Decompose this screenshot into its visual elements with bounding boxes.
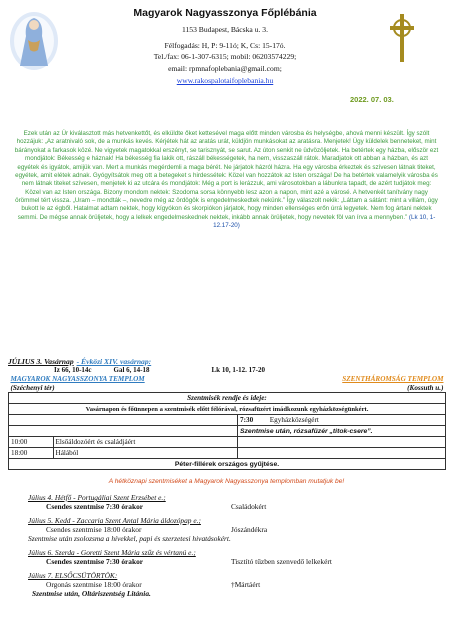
- day-heading: Július 7. ELSŐCSÜTÖRTÖK:: [28, 571, 118, 580]
- sunday-date: JÚLIUS 3. Vasárnap: [8, 357, 74, 366]
- gospel-text: Ezek után az Úr kiválasztott más hetvenkettőt, és elküldte őket kettesével maga előtt minden városba és helységbe, ahová menni készült. Így szólt hozzájuk: „Az aratnivaló sok, de a munkás kevés. Kérjétek hát az aratás urát, küldjön munkásokat az aratásra. Menjetek! Úgy küldelek benneteket, mint bárányokat a farkasok közé. Ne vigyetek magatokkal erszényt, se tarisznyát, se sarut. Az úton senkit ne üdvözöljetek. Ha betértek egy házba, először ezt mondjátok: Békesség e háznak! Ha békesség fia lakik ott, rászáll békességetek, ha nem, visszaszáll rátok. Maradjatok ott abban a házban, és azt egyétek és igyátok, amijük van. Mert a munkás megérdemli a maga bérét. Ne járjatok házról házra. Ha egy városba érkeztek és szívesen látnak titeket, egyétek, amit elétek adnak. Gyógyítsátok meg ott a betegeket s hirdessétek: Közel van hozzátok az Isten országa! De ha betértek valamelyik városba és nem látnak titeket szívesen, menjetek ki az utcára és mondjátok: Még a port is lerázzuk, ami városotokban a lábunkra tapadt, de azért tudjátok meg: Közel van az Isten országa. Bizony mondom nektek: Szodoma sorsa könnyebb lesz azon a napon, mint azé a városé. A hetvenkét tanítvány nagy örömmel tért vissza. „Uram – mondták –, nevedre még az ördögök is engedelmeskedtek nekünk.” Így válaszolt nekik: „Láttam a sátánt: mint a villám, úgy bukott le az égből. Hatalmat adtam nektek, hogy kígyókon és skorpiókon járjatok, hogy minden ellenséges erőn úrrá legyetek. Nem fog ártani nektek semmi. De mégse annak örüljetek, hogy a lelkek engedelmeskednek nektek, inkább annak örüljetek, hogy nevetek föl van írva a mennyben.”: [14, 130, 439, 221]
- mass-intent-1: Egyházközségért: [269, 416, 319, 424]
- sunday-season: - Évközi XIV. vasárnap:: [76, 357, 152, 366]
- day-item: [28, 516, 438, 543]
- parish-title: Magyarok Nagyasszonya Főplébánia: [133, 7, 317, 19]
- day-item: [28, 571, 438, 598]
- square-1: (Széchenyi tér): [10, 383, 55, 392]
- day-mass: Csendes szentmise 18:00 órakor: [46, 525, 142, 534]
- day-note: Szentmise után zsolozsma a hívekkel, papi és szerzetesi hivatásokért.: [28, 534, 231, 543]
- cross-logo-icon: [387, 12, 417, 64]
- weekday-mass-note: A hétköznapi szentmiséket a Magyarok Nagyasszonya templomban mutatjuk be!: [108, 478, 345, 485]
- email-line: email: rpmnafoplebania@gmail.com;: [168, 63, 282, 73]
- parish-header: [60, 6, 390, 86]
- day-note: Szentmise után, Oltáriszentség Litánia.: [32, 589, 151, 598]
- day-intention: †Mártáért: [231, 580, 261, 589]
- readings: [54, 366, 446, 374]
- parish-address: 1153 Budapest, Bácska u. 3.: [182, 25, 268, 35]
- reading-1: Iz 66, 10-14c: [54, 366, 92, 374]
- day-item: [28, 493, 438, 511]
- office-hours: Félfogadás: H, P: 9-11ó; K, Cs: 15-17ó.: [164, 41, 286, 51]
- day-heading: Július 6. Szerda - Goretti Szent Mária szűz és vértanú e.;: [28, 548, 196, 557]
- mass-time-3: 10:00: [9, 437, 54, 448]
- phone-line: Tel./fax: 06-1-307-6315; mobil: 06203574229;: [153, 51, 297, 61]
- mass-time-1: 7:30: [240, 416, 254, 424]
- mass-schedule-table: [8, 374, 446, 470]
- sunday-section: [8, 357, 446, 470]
- church-2: SZENTHÁROMSÁG TEMPLOM: [342, 374, 444, 383]
- bulletin-date: 2022. 07. 03.: [350, 95, 394, 104]
- peter-collection: Péter-fillérek országos gyűjtése.: [9, 459, 446, 470]
- mass-order-title: Szentmisék rendje és ideje:: [9, 393, 446, 404]
- square-2: (Kossuth u.): [407, 383, 444, 392]
- reading-3: Lk 10, 1-12. 17-20: [211, 366, 265, 374]
- weekday-list: [28, 493, 438, 603]
- reading-2: Gal 6, 14-18: [113, 366, 150, 374]
- mass-intent-4: Hálából: [53, 448, 238, 459]
- day-mass: Orgonás szentmise 18:00 órakor: [46, 580, 142, 589]
- day-intention: Jószándékra: [231, 525, 268, 534]
- rosary-note: Vasárnapon és főünnepen a szentmisék előtt félórával, rózsafüzért imádkozunk egyházközségünkért.: [9, 404, 446, 415]
- day-item: [28, 548, 438, 566]
- day-heading: Július 4. Hétfő - Portugáliai Szent Erzsébet e.;: [28, 493, 166, 502]
- mass-intent-3: Elsőáldozóért és családjáért: [53, 437, 238, 448]
- gospel-reference: (Lk 10, 1-12.17-20): [213, 213, 436, 230]
- madonna-logo-icon: [8, 10, 60, 72]
- mass-note-2: Szentmise után, rózsafüzér „titok-csere”.: [238, 426, 446, 437]
- day-mass: Csendes szentmise 7:30 órakor: [46, 557, 144, 566]
- church-1: MAGYAROK NAGYASSZONYA TEMPLOM: [10, 374, 145, 383]
- mass-time-4: 18:00: [9, 448, 54, 459]
- day-heading: Július 5. Kedd - Zaccaria Szent Antal Mária áldozópap e.;: [28, 516, 201, 525]
- gospel-passage: [14, 130, 439, 231]
- day-intention: Tisztító tűzben szenvedő lelkekért: [231, 557, 332, 566]
- day-intention: Családokért: [231, 502, 267, 511]
- day-mass: Csendes szentmise 7:30 órakor: [46, 502, 144, 511]
- website-link[interactable]: www.rakospalotaifoplebania.hu: [176, 76, 274, 86]
